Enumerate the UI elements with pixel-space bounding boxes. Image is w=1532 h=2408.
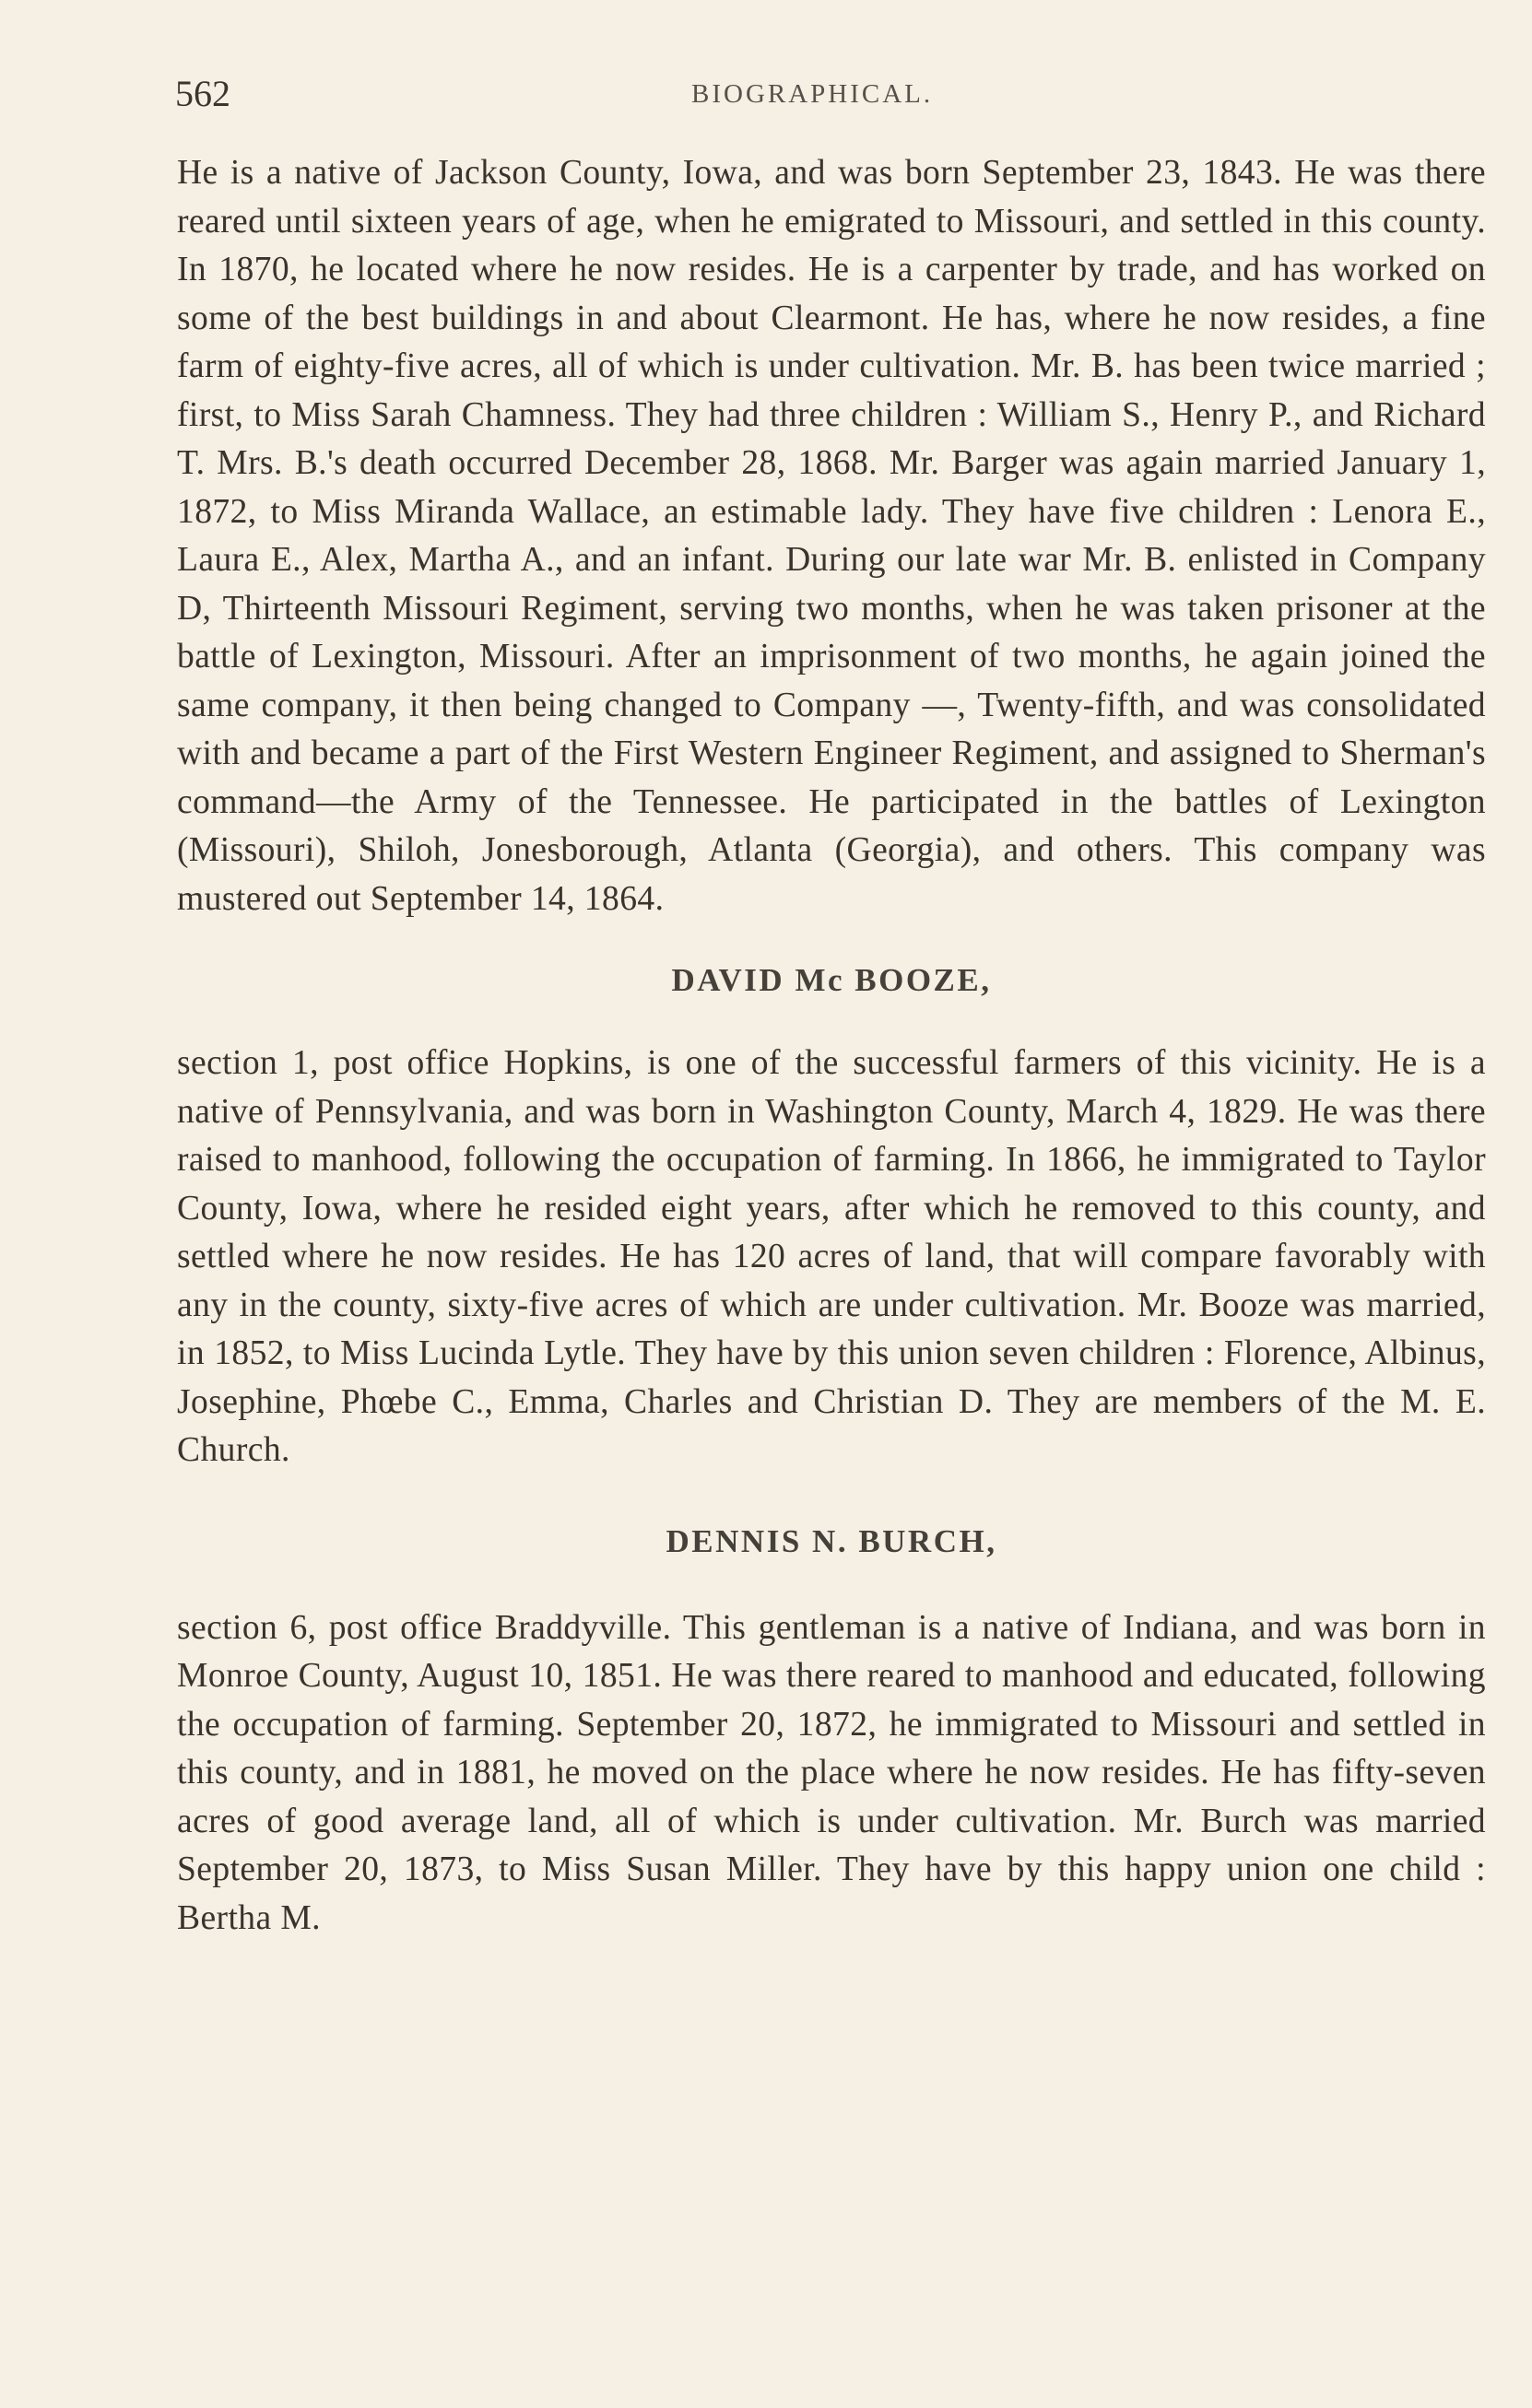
burch-heading: DENNIS N. BURCH, — [666, 1522, 997, 1559]
running-head: BIOGRAPHICAL. — [691, 79, 934, 109]
page-body — [177, 149, 1486, 1943]
booze-heading: DAVID Mc BOOZE, — [671, 962, 992, 998]
booze-biography-paragraph: section 1, post office Hopkins, is one of the successful farmers of this vicinity. He is a native of Pennsylvania, and was born in Washington County, March 4, 1829. He was there raised to manhood, following the occupation of farming. In 1866, he immigrated to Taylor County, Iowa, where he resided eight years, after which he removed to this county, and settled where he now resides. He has 120 acres of land, that will compare favorably with any in the county, sixty-five acres of which are under cultivation. Mr. Booze was married, in 1852, to Miss Lucinda Lytle. They have by this union seven children : Florence, Albinus, Josephine, Phœbe C., Emma, Charles and Christian D. They are members of the M. E. Church. — [177, 1044, 1486, 1469]
page-header — [175, 72, 1484, 127]
barger-biography-paragraph: He is a native of Jackson County, Iowa, and was born September 23, 1843. He was there reared until sixteen years of age, when he emigrated to Missouri, and settled in this county. In 1870, he located where he now resides. He is a carpenter by trade, and has worked on some of the best buildings in and about Clearmont. He has, where he now resides, a fine farm of eighty-five acres, all of which is under cultivation. Mr. B. has been twice married ; first, to Miss Sarah Chamness. They had three children : William S., Henry P., and Richard T. Mrs. B.'s death occurred December 28, 1868. Mr. Barger was again married January 1, 1872, to Miss Miranda Wallace, an estimable lady. They have five children : Lenora E., Laura E., Alex, Martha A., and an infant. During our late war Mr. B. enlisted in Company D, Thirteenth Missouri Regiment, serving two months, when he was taken prisoner at the battle of Lexington, Missouri. After an imprisonment of two months, he again joined the same company, it then being changed to Company —, Twenty-fifth, and was consolidated with and became a part of the First Western Engineer Regiment, and assigned to Sherman's command—the Army of the Tennessee. He participated in the battles of Lexington (Missouri), Shiloh, Jonesborough, Atlanta (Georgia), and others. This company was mustered out September 14, 1864. — [177, 154, 1486, 918]
page-number: 562 — [175, 73, 230, 114]
burch-biography-paragraph: section 6, post office Braddyville. This gentleman is a native of Indiana, and was born in Monroe County, August 10, 1851. He was there reared to manhood and educated, following the occupation of farming. September 20, 1872, he immigrated to Missouri and settled in this county, and in 1881, he moved on the place where he now resides. He has fifty-seven acres of good average land, all of which is under cultivation. Mr. Burch was married September 20, 1873, to Miss Susan Miller. They have by this happy union one child : Bertha M. — [177, 1608, 1486, 1937]
